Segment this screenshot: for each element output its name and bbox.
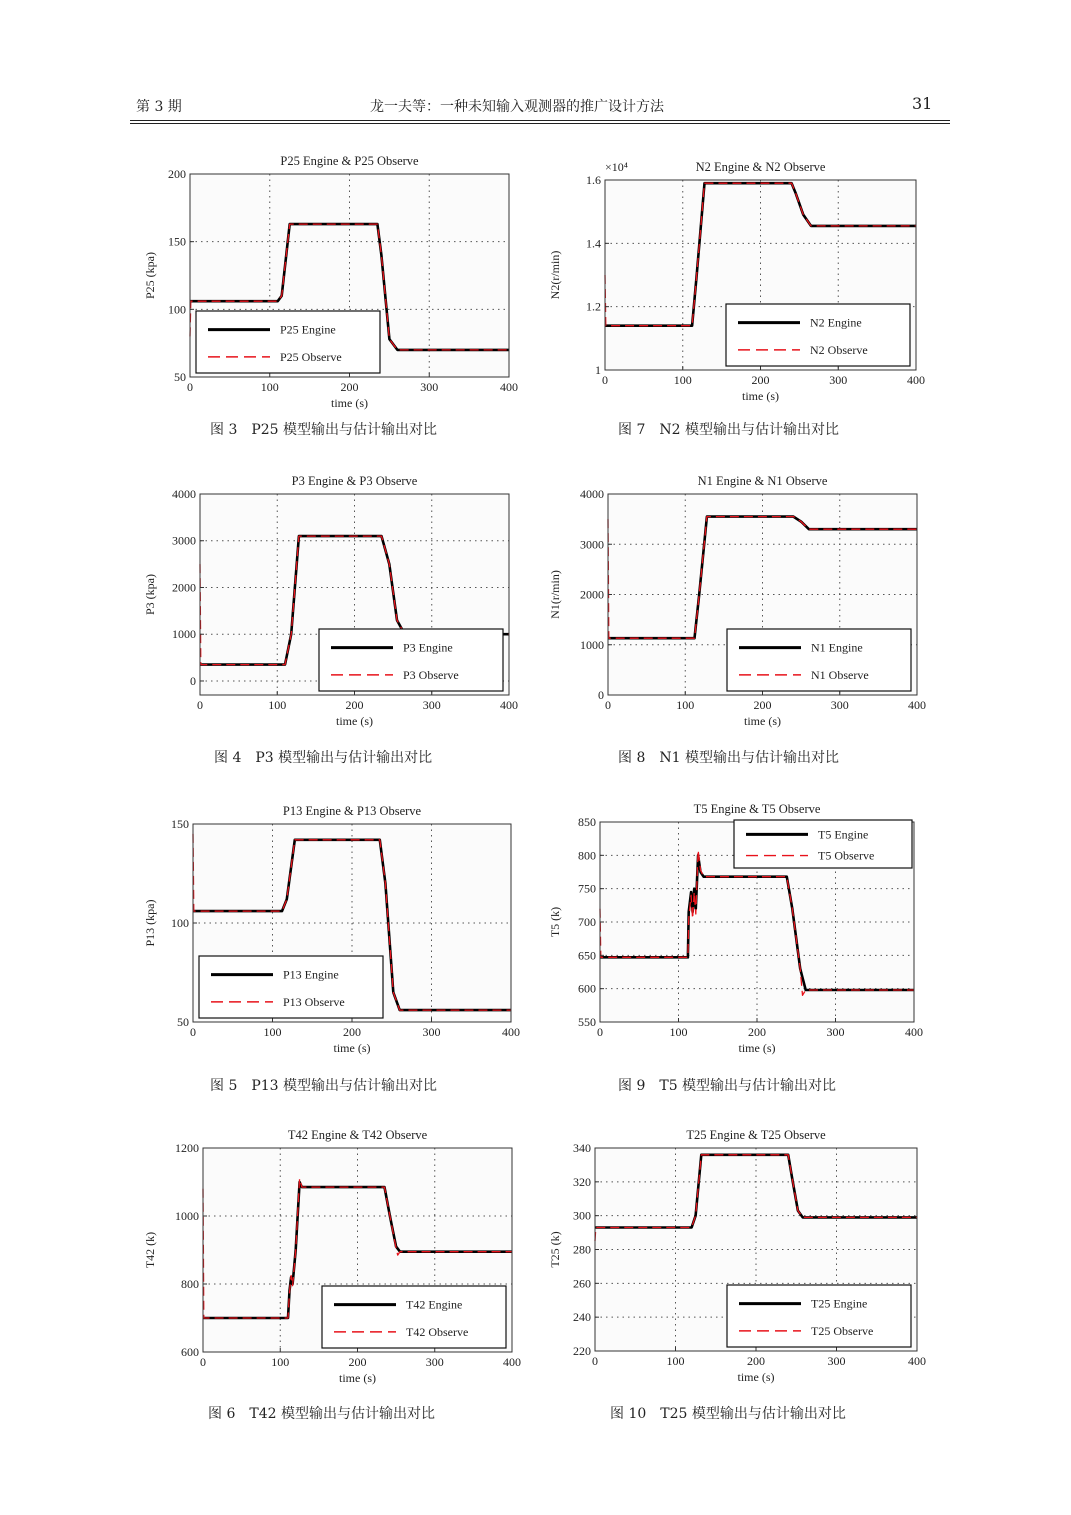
- y-tick-label: 1: [595, 363, 601, 377]
- x-tick-label: 400: [908, 698, 926, 712]
- y-tick-label: 1000: [580, 637, 604, 652]
- y-tick-label: 200: [168, 167, 186, 181]
- x-tick-label: 400: [502, 1025, 520, 1039]
- figure-5-caption: 图 5 P13 模型输出与估计输出对比: [210, 1078, 438, 1094]
- x-axis-label: time (s): [339, 1371, 376, 1385]
- x-tick-label: 300: [826, 1025, 845, 1039]
- y-tick-label: 150: [171, 817, 189, 831]
- legend-engine-label: N2 Engine: [810, 315, 862, 330]
- y-axis-label: T42 (k): [143, 1231, 157, 1269]
- figure-7: [545, 150, 940, 412]
- figure-8: [545, 468, 940, 738]
- y-tick-label: 240: [573, 1310, 591, 1325]
- y-tick-label: 2000: [172, 580, 196, 595]
- legend-engine-label: P13 Engine: [283, 967, 339, 982]
- x-tick-label: 100: [673, 373, 692, 387]
- y-axis-label: T5 (k): [548, 906, 562, 938]
- legend-observe-label: N1 Observe: [811, 667, 869, 682]
- y-tick-label: 850: [578, 815, 596, 829]
- x-tick-label: 100: [669, 1025, 688, 1039]
- y-tick-label: 1.4: [586, 236, 601, 251]
- chart-title: N1 Engine & N1 Observe: [697, 474, 828, 488]
- axis-multiplier: ×10⁴: [605, 160, 628, 174]
- header-rule: [130, 120, 950, 121]
- y-tick-label: 700: [578, 915, 596, 929]
- x-tick-label: 100: [271, 1355, 290, 1369]
- y-tick-label: 4000: [172, 487, 196, 501]
- y-axis-label: N2(r/min): [548, 250, 562, 300]
- figure-7-caption: 图 7 N2 模型输出与估计输出对比: [618, 422, 839, 438]
- x-tick-label: 0: [187, 380, 193, 394]
- legend-observe-label: P25 Observe: [280, 349, 342, 364]
- figure-3-caption: 图 3 P25 模型输出与估计输出对比: [210, 422, 438, 438]
- legend-engine-label: P3 Engine: [403, 640, 453, 655]
- x-tick-label: 0: [592, 1354, 598, 1368]
- x-tick-label: 200: [751, 373, 770, 387]
- x-tick-label: 0: [602, 373, 608, 387]
- y-tick-label: 600: [578, 981, 596, 996]
- y-tick-label: 800: [181, 1277, 199, 1291]
- x-tick-label: 300: [425, 1355, 444, 1369]
- x-tick-label: 0: [197, 698, 203, 712]
- legend-engine-label: P25 Engine: [280, 322, 336, 337]
- y-tick-label: 550: [578, 1015, 596, 1029]
- x-tick-label: 400: [500, 698, 518, 712]
- x-tick-label: 200: [340, 380, 359, 394]
- y-tick-label: 1000: [172, 627, 196, 642]
- x-tick-label: 100: [676, 698, 695, 712]
- chart-n1: [545, 468, 940, 738]
- figure-10-caption: 图 10 T25 模型输出与估计输出对比: [610, 1406, 846, 1422]
- y-tick-label: 2000: [580, 587, 604, 602]
- x-tick-label: 100: [263, 1025, 282, 1039]
- x-tick-label: 200: [748, 1025, 766, 1039]
- y-tick-label: 750: [578, 881, 596, 896]
- x-tick-label: 200: [348, 1355, 367, 1369]
- x-tick-label: 300: [830, 698, 849, 712]
- figure-3: [140, 150, 520, 412]
- chart-t5: [545, 797, 940, 1067]
- y-axis-label: T25 (k): [548, 1231, 562, 1268]
- x-tick-label: 400: [908, 1354, 926, 1368]
- legend-engine-label: N1 Engine: [811, 640, 863, 655]
- x-tick-label: 200: [343, 1025, 361, 1039]
- y-axis-label: N1(r/min): [548, 570, 562, 619]
- chart-title: T5 Engine & T5 Observe: [693, 802, 821, 816]
- x-tick-label: 100: [260, 380, 279, 394]
- y-axis-label: P25 (kpa): [143, 252, 157, 299]
- x-tick-label: 400: [500, 380, 518, 394]
- y-tick-label: 150: [168, 234, 186, 249]
- x-tick-label: 400: [503, 1355, 521, 1369]
- y-axis-label: P3 (kpa): [143, 574, 157, 615]
- y-tick-label: 0: [598, 688, 604, 702]
- x-tick-label: 200: [753, 698, 772, 712]
- figure-8-caption: 图 8 N1 模型输出与估计输出对比: [618, 750, 839, 766]
- x-tick-label: 300: [422, 698, 441, 712]
- x-tick-label: 300: [420, 380, 439, 394]
- x-axis-label: time (s): [738, 1041, 776, 1055]
- y-tick-label: 300: [573, 1208, 591, 1223]
- x-tick-label: 0: [200, 1355, 206, 1369]
- figure-6: [140, 1123, 520, 1393]
- y-tick-label: 1.6: [586, 173, 601, 187]
- chart-p13: [140, 797, 520, 1067]
- y-tick-label: 280: [573, 1242, 591, 1257]
- figure-9: [545, 797, 940, 1067]
- chart-p3: [140, 468, 520, 738]
- x-axis-label: time (s): [331, 396, 368, 410]
- figure-9-caption: 图 9 T5 模型输出与估计输出对比: [618, 1078, 837, 1094]
- y-tick-label: 600: [181, 1345, 199, 1359]
- y-tick-label: 260: [573, 1276, 591, 1291]
- legend-observe-label: T5 Observe: [818, 848, 875, 863]
- chart-title: N2 Engine & N2 Observe: [695, 160, 826, 174]
- y-tick-label: 3000: [580, 537, 604, 552]
- chart-title: P13 Engine & P13 Observe: [282, 804, 422, 818]
- x-tick-label: 200: [345, 698, 364, 712]
- chart-title: P25 Engine & P25 Observe: [280, 154, 419, 168]
- chart-title: P3 Engine & P3 Observe: [291, 474, 418, 488]
- chart-title: T25 Engine & T25 Observe: [686, 1128, 826, 1142]
- y-tick-label: 320: [573, 1174, 591, 1189]
- chart-title: T42 Engine & T42 Observe: [287, 1128, 428, 1142]
- x-axis-label: time (s): [333, 1041, 371, 1055]
- y-tick-label: 50: [174, 370, 186, 384]
- page-number: 31: [912, 94, 933, 113]
- chart-p25: [140, 150, 520, 412]
- y-tick-label: 3000: [172, 533, 196, 548]
- article-running-title: 龙一夫等：一种未知输入观测器的推广设计方法: [370, 99, 664, 115]
- x-axis-label: time (s): [742, 389, 779, 403]
- legend-observe-label: P3 Observe: [403, 667, 459, 682]
- y-tick-label: 340: [573, 1141, 591, 1155]
- y-tick-label: 650: [578, 948, 596, 963]
- y-axis-label: P13 (kpa): [143, 899, 157, 947]
- x-tick-label: 100: [268, 698, 287, 712]
- x-axis-label: time (s): [737, 1370, 775, 1384]
- x-axis-label: time (s): [744, 714, 781, 728]
- y-tick-label: 100: [168, 302, 186, 317]
- y-tick-label: 220: [573, 1344, 591, 1358]
- journal-issue: 第 3 期: [136, 99, 182, 115]
- legend-observe-label: T42 Observe: [406, 1324, 469, 1339]
- figure-5: [140, 797, 520, 1067]
- chart-n2: [545, 150, 940, 412]
- y-tick-label: 1200: [175, 1141, 199, 1155]
- legend-observe-label: T25 Observe: [811, 1323, 874, 1338]
- y-tick-label: 4000: [580, 487, 604, 501]
- x-tick-label: 300: [422, 1025, 441, 1039]
- x-tick-label: 0: [597, 1025, 603, 1039]
- y-tick-label: 50: [177, 1015, 189, 1029]
- x-tick-label: 300: [829, 373, 848, 387]
- legend-engine-label: T42 Engine: [406, 1297, 463, 1312]
- y-tick-label: 800: [578, 848, 596, 863]
- x-tick-label: 0: [605, 698, 611, 712]
- x-tick-label: 300: [827, 1354, 846, 1368]
- chart-t25: [545, 1123, 940, 1393]
- legend-engine-label: T5 Engine: [818, 827, 869, 842]
- x-tick-label: 0: [190, 1025, 196, 1039]
- x-tick-label: 100: [666, 1354, 685, 1368]
- y-tick-label: 1000: [175, 1209, 199, 1223]
- figure-4-caption: 图 4 P3 模型输出与估计输出对比: [214, 750, 433, 766]
- x-axis-label: time (s): [336, 714, 373, 728]
- chart-t42: [140, 1123, 520, 1393]
- figure-4: [140, 468, 520, 738]
- legend-engine-label: T25 Engine: [811, 1296, 868, 1311]
- figure-10: [545, 1123, 940, 1393]
- x-tick-label: 400: [907, 373, 925, 387]
- x-tick-label: 400: [905, 1025, 923, 1039]
- x-tick-label: 200: [747, 1354, 765, 1368]
- y-tick-label: 0: [190, 673, 196, 688]
- y-tick-label: 1.2: [586, 299, 601, 314]
- y-tick-label: 100: [171, 916, 189, 930]
- figure-6-caption: 图 6 T42 模型输出与估计输出对比: [208, 1406, 435, 1422]
- header-rule-thin: [130, 123, 950, 124]
- legend-observe-label: N2 Observe: [810, 342, 868, 357]
- legend-observe-label: P13 Observe: [283, 994, 345, 1009]
